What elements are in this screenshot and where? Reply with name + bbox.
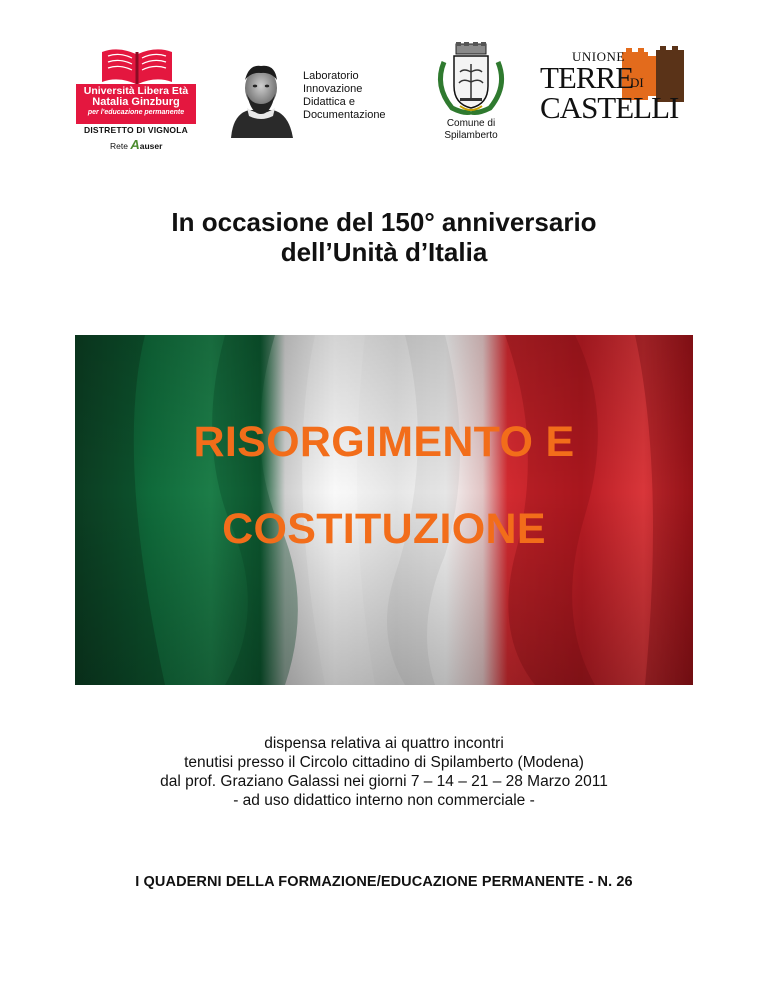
description (0, 734, 768, 810)
ule-tagline: per l'educazione permanente (87, 108, 185, 116)
banner-heading-line-1: RISORGIMENTO E (193, 418, 575, 466)
ule-name: Università Libera Età (83, 85, 189, 97)
banner-heading-line-2: COSTITUZIONE (222, 505, 546, 553)
comune-caption (430, 118, 512, 142)
terre-castelli: CASTELLI (540, 90, 679, 125)
comune-line-1: Comune di (446, 118, 496, 129)
terre-unione: UNIONE (572, 49, 625, 64)
ule-banner (76, 84, 196, 124)
lab-line-4: Documentazione (303, 109, 386, 121)
logo-comune-spilamberto (430, 42, 512, 147)
auser-word: auser (139, 141, 163, 151)
series-title: I QUADERNI DELLA FORMAZIONE/EDUCAZIONE PERMANENTE - N. 26 (135, 874, 633, 890)
description-line-2: tenutisi presso il Circolo cittadino di Spilamberto (Modena) (184, 754, 584, 771)
ule-district: DISTRETTO DI VIGNOLA (84, 125, 188, 135)
description-line-3: dal prof. Graziano Galassi nei giorni 7 – 14 – 21 – 28 Marzo 2011 (160, 773, 608, 790)
coat-of-arms-icon (430, 42, 512, 118)
logo-laboratorio (225, 58, 405, 138)
terre-di: DI (630, 75, 644, 90)
description-line-1: dispensa relativa ai quattro incontri (264, 735, 504, 752)
description-line-4: - ad uso didattico interno non commerciale - (233, 792, 535, 809)
portrait-icon (225, 58, 297, 138)
page-title (0, 207, 768, 267)
lab-line-2: Innovazione (303, 83, 363, 95)
lab-line-1: Laboratorio (303, 70, 359, 82)
lab-line-3: Didattica e (303, 96, 355, 108)
logo-unione-terre-di-castelli (538, 46, 698, 131)
title-line-1: In occasione del 150° anniversario (171, 207, 597, 237)
ule-subname: Natalia Ginzburg (92, 96, 180, 109)
rete-auser-logo (110, 137, 162, 152)
italian-flag-banner (75, 335, 693, 685)
title-line-2: dell’Unità d’Italia (280, 237, 488, 267)
rete-word: Rete (110, 141, 128, 151)
logo-universita-libera-eta (76, 40, 196, 150)
laboratorio-text (303, 70, 386, 122)
terre-terre: TERRE (540, 60, 634, 95)
auser-a-glyph: A (130, 137, 140, 152)
comune-line-2: Spilamberto (444, 130, 498, 141)
open-book-icon (98, 44, 176, 86)
